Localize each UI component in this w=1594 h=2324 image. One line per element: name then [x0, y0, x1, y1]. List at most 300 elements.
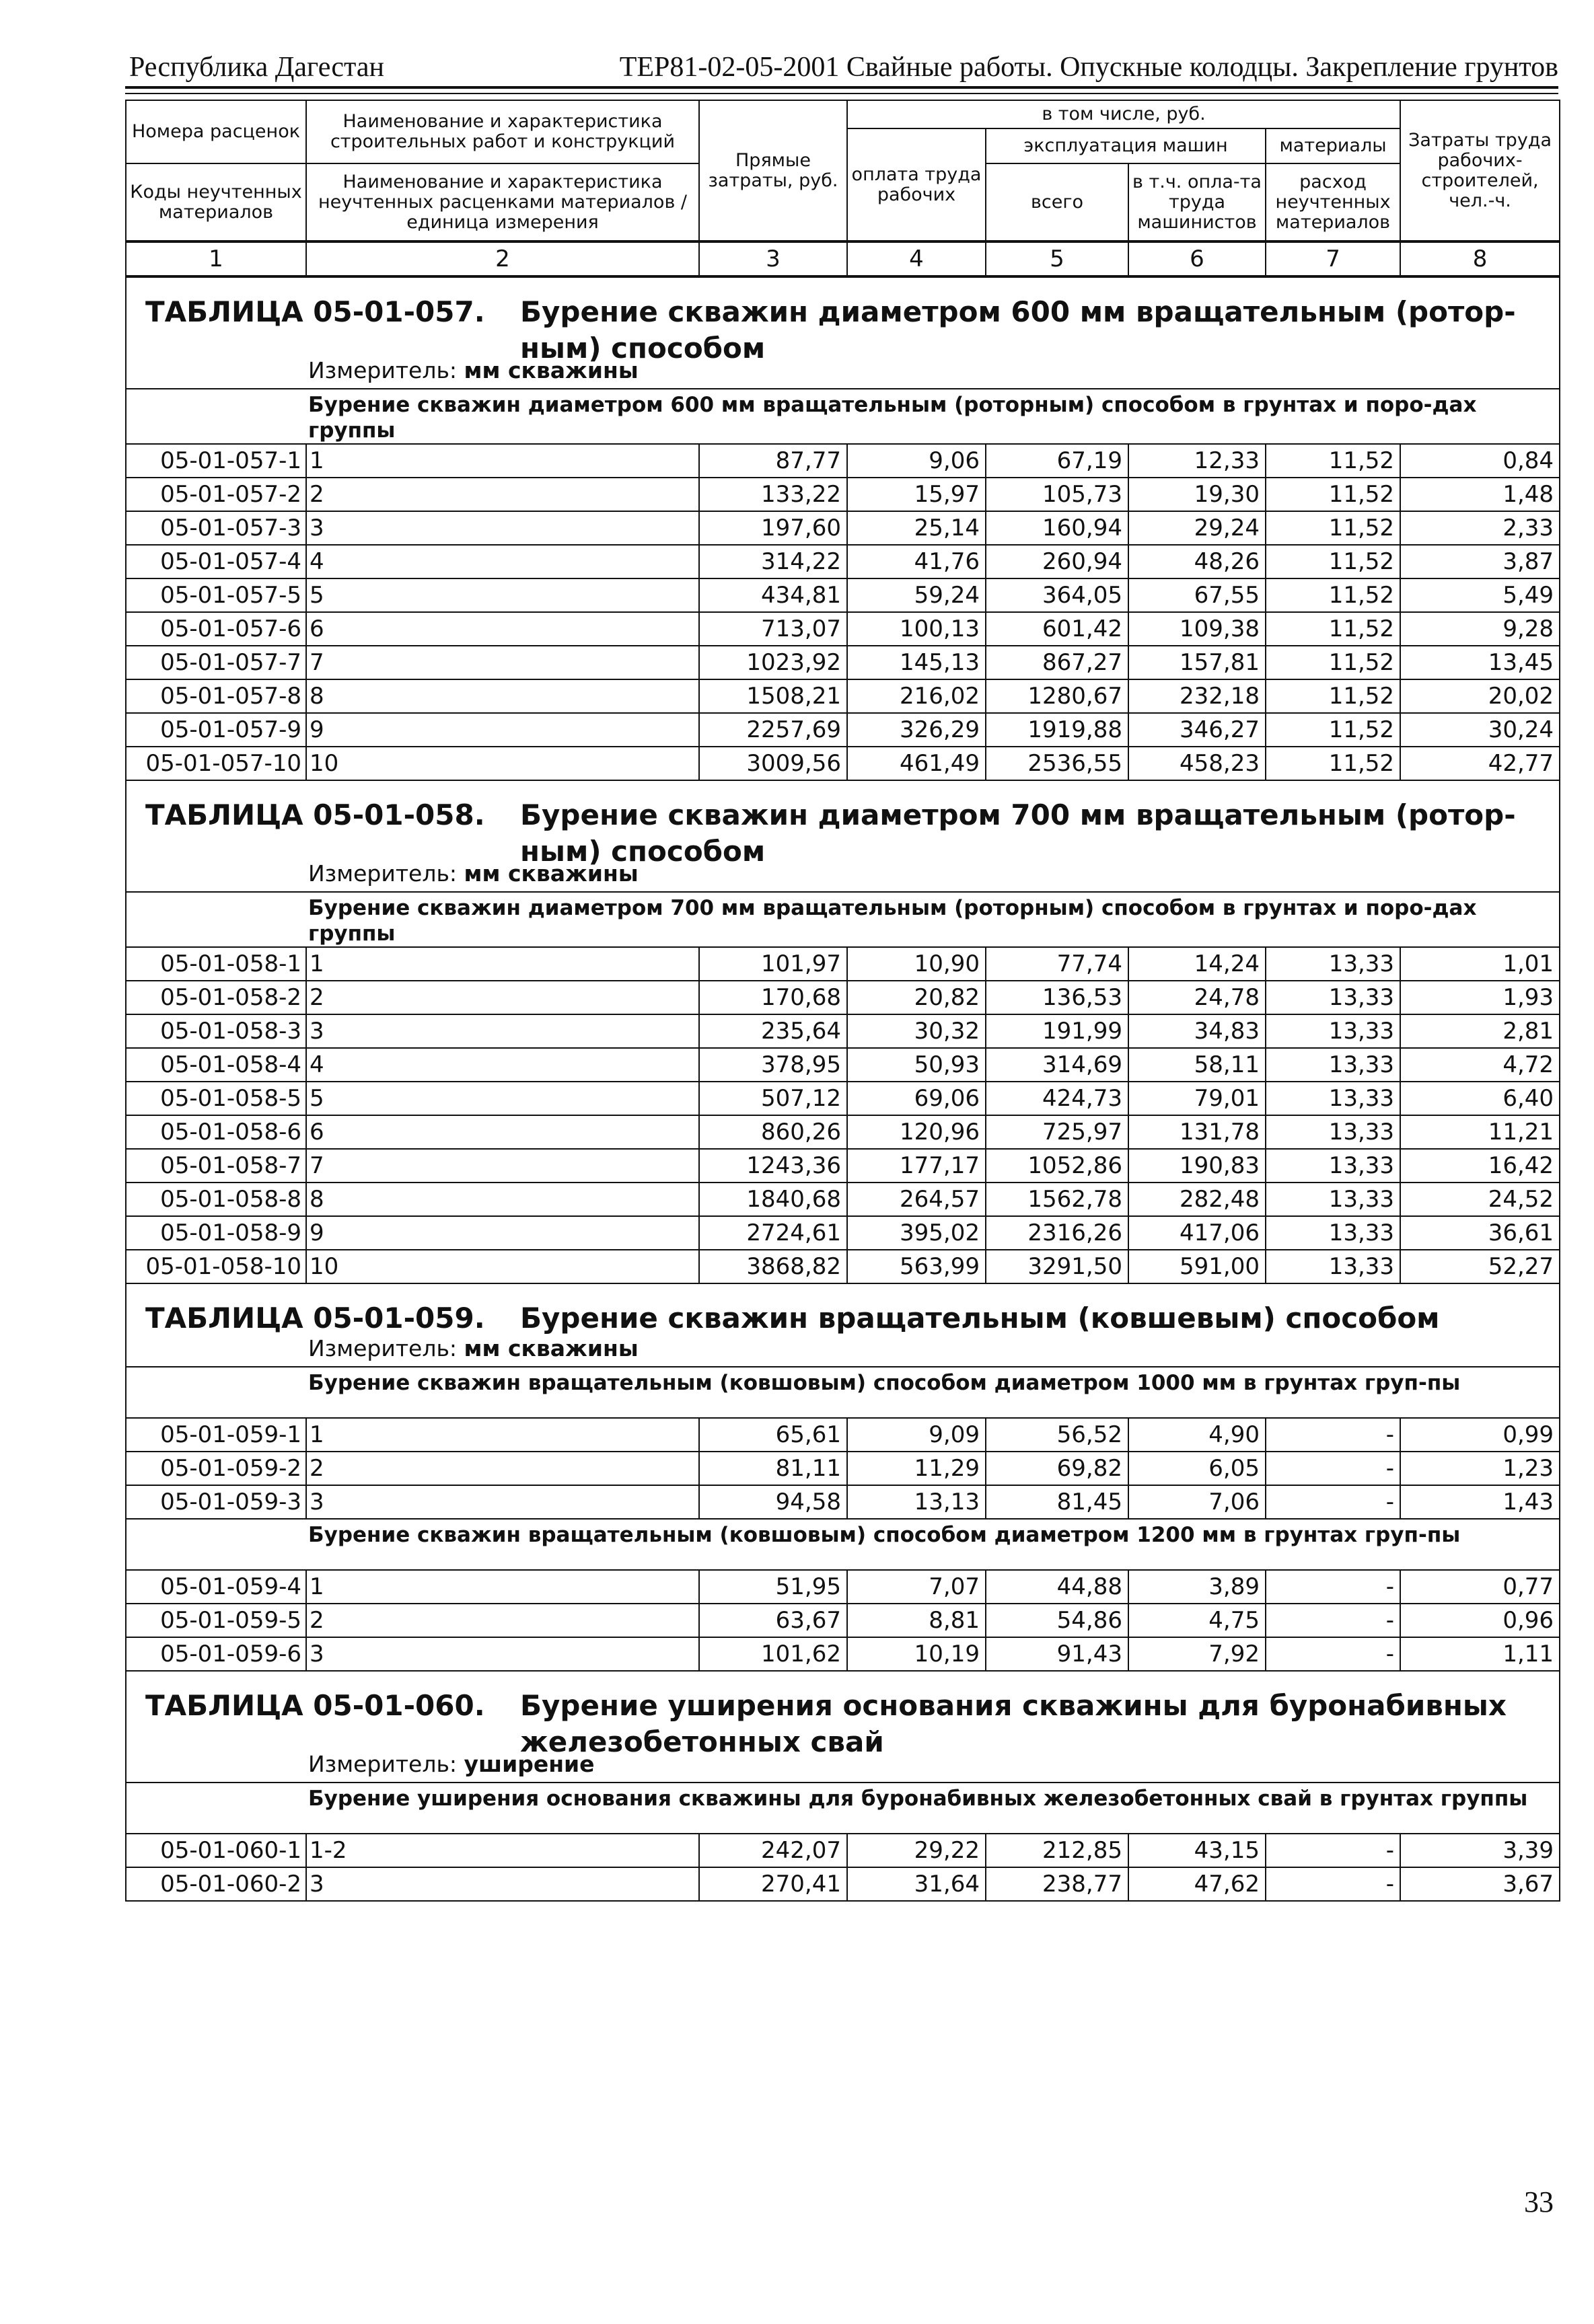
soil-group-cell: 9 — [306, 713, 699, 747]
labor-hours-cell: 5,49 — [1400, 578, 1560, 612]
table-row — [126, 1115, 1560, 1149]
table-row — [126, 1250, 1560, 1283]
table-row — [126, 747, 1560, 780]
machinist-pay-cell: 3,89 — [1128, 1570, 1266, 1604]
machinist-pay-cell: 131,78 — [1128, 1115, 1266, 1149]
labor-hours-cell: 6,40 — [1400, 1082, 1560, 1115]
labor-pay-cell: 120,96 — [847, 1115, 986, 1149]
header-col3: Прямые затраты, руб. — [699, 100, 847, 241]
machines-total-cell: 1562,78 — [986, 1183, 1128, 1216]
measure-line — [308, 860, 639, 887]
rate-code-cell: 05-01-057-7 — [126, 646, 306, 679]
table-row — [126, 1149, 1560, 1183]
measure-label: Измеритель: — [308, 1335, 458, 1361]
header-col6: в т.ч. опла-та труда машинистов — [1128, 163, 1266, 241]
table-row — [126, 1048, 1560, 1082]
column-number: 1 — [126, 241, 306, 276]
machinist-pay-cell: 4,90 — [1128, 1418, 1266, 1452]
header-col4: оплата труда рабочих — [847, 128, 986, 241]
machines-total-cell: 314,69 — [986, 1048, 1128, 1082]
soil-group-cell: 3 — [306, 1485, 699, 1519]
soil-group-cell: 10 — [306, 747, 699, 780]
labor-hours-cell: 0,77 — [1400, 1570, 1560, 1604]
machinist-pay-cell: 417,06 — [1128, 1216, 1266, 1250]
materials-cell: 13,33 — [1266, 1082, 1400, 1115]
measure-line — [308, 357, 639, 384]
direct-costs-cell: 270,41 — [699, 1867, 847, 1901]
materials-cell: 11,52 — [1266, 646, 1400, 679]
header-machines: эксплуатация машин — [986, 128, 1266, 163]
direct-costs-cell: 860,26 — [699, 1115, 847, 1149]
materials-cell: 11,52 — [1266, 679, 1400, 713]
soil-group-cell: 7 — [306, 1149, 699, 1183]
table-row — [126, 1867, 1560, 1901]
rate-code-cell: 05-01-059-2 — [126, 1452, 306, 1485]
group-subheading — [126, 1367, 1560, 1418]
soil-group-cell: 2 — [306, 1452, 699, 1485]
table-row — [126, 1452, 1560, 1485]
direct-costs-cell: 133,22 — [699, 478, 847, 511]
materials-cell: 11,52 — [1266, 478, 1400, 511]
group-subheading — [126, 389, 1560, 444]
rate-code-cell: 05-01-058-4 — [126, 1048, 306, 1082]
labor-hours-cell: 1,93 — [1400, 981, 1560, 1014]
direct-costs-cell: 1023,92 — [699, 646, 847, 679]
soil-group-cell: 3 — [306, 1014, 699, 1048]
rate-code-cell: 05-01-060-1 — [126, 1834, 306, 1867]
direct-costs-cell: 51,95 — [699, 1570, 847, 1604]
machinist-pay-cell: 282,48 — [1128, 1183, 1266, 1216]
running-head-left: Республика Дагестан — [129, 52, 385, 83]
materials-cell: 11,52 — [1266, 713, 1400, 747]
labor-hours-cell: 20,02 — [1400, 679, 1560, 713]
column-number: 7 — [1266, 241, 1400, 276]
running-head-right: ТЕР81-02-05-2001 Свайные работы. Опускные колодцы. Закрепление грунтов — [619, 52, 1558, 83]
rate-code-cell: 05-01-059-1 — [126, 1418, 306, 1452]
soil-group-cell: 8 — [306, 679, 699, 713]
measure-label: Измеритель: — [308, 1751, 458, 1777]
direct-costs-cell: 81,11 — [699, 1452, 847, 1485]
table-row — [126, 1216, 1560, 1250]
rate-code-cell: 05-01-058-5 — [126, 1082, 306, 1115]
soil-group-cell: 1 — [306, 947, 699, 981]
direct-costs-cell: 378,95 — [699, 1048, 847, 1082]
machines-total-cell: 191,99 — [986, 1014, 1128, 1048]
table-row — [126, 545, 1560, 578]
table-row — [126, 1485, 1560, 1519]
labor-pay-cell: 69,06 — [847, 1082, 986, 1115]
direct-costs-cell: 65,61 — [699, 1418, 847, 1452]
labor-hours-cell: 1,01 — [1400, 947, 1560, 981]
materials-cell: 13,33 — [1266, 1149, 1400, 1183]
machinist-pay-cell: 12,33 — [1128, 444, 1266, 478]
measure-value: уширение — [464, 1751, 595, 1777]
machines-total-cell: 1919,88 — [986, 713, 1128, 747]
machinist-pay-cell: 47,62 — [1128, 1867, 1266, 1901]
column-number: 5 — [986, 241, 1128, 276]
direct-costs-cell: 197,60 — [699, 511, 847, 545]
machines-total-cell: 44,88 — [986, 1570, 1128, 1604]
direct-costs-cell: 713,07 — [699, 612, 847, 646]
direct-costs-cell: 507,12 — [699, 1082, 847, 1115]
direct-costs-cell: 3868,82 — [699, 1250, 847, 1283]
labor-hours-cell: 16,42 — [1400, 1149, 1560, 1183]
labor-hours-cell: 24,52 — [1400, 1183, 1560, 1216]
measure-line — [308, 1335, 639, 1362]
machines-total-cell: 238,77 — [986, 1867, 1128, 1901]
materials-cell: 13,33 — [1266, 1048, 1400, 1082]
machinist-pay-cell: 19,30 — [1128, 478, 1266, 511]
rate-code-cell: 05-01-058-8 — [126, 1183, 306, 1216]
machines-total-cell: 3291,50 — [986, 1250, 1128, 1283]
group-subheading-text: Бурение скважин вращательным (ковшовым) способом диаметром 1000 мм в грунтах груп-пы — [308, 1371, 1461, 1395]
materials-cell: - — [1266, 1834, 1400, 1867]
labor-hours-cell: 9,28 — [1400, 612, 1560, 646]
labor-hours-cell: 11,21 — [1400, 1115, 1560, 1149]
soil-group-cell: 7 — [306, 646, 699, 679]
soil-group-cell: 2 — [306, 1604, 699, 1637]
labor-pay-cell: 10,19 — [847, 1637, 986, 1671]
machines-total-cell: 212,85 — [986, 1834, 1128, 1867]
soil-group-cell: 6 — [306, 612, 699, 646]
labor-hours-cell: 1,23 — [1400, 1452, 1560, 1485]
rate-code-cell: 05-01-057-5 — [126, 578, 306, 612]
labor-pay-cell: 177,17 — [847, 1149, 986, 1183]
materials-cell: 11,52 — [1266, 511, 1400, 545]
header-col2-top: Наименование и характеристика строительных работ и конструкций — [306, 100, 699, 163]
table-title: Бурение скважин диаметром 600 мм вращательным (ротор-ным) способом — [520, 295, 1516, 365]
machines-total-cell: 91,43 — [986, 1637, 1128, 1671]
labor-pay-cell: 264,57 — [847, 1183, 986, 1216]
group-subheading-text: Бурение скважин вращательным (ковшовым) способом диаметром 1200 мм в грунтах груп-пы — [308, 1523, 1461, 1547]
column-number: 8 — [1400, 241, 1560, 276]
soil-group-cell: 9 — [306, 1216, 699, 1250]
machines-total-cell: 136,53 — [986, 981, 1128, 1014]
machines-total-cell: 424,73 — [986, 1082, 1128, 1115]
direct-costs-cell: 101,97 — [699, 947, 847, 981]
measure-line — [308, 1751, 595, 1778]
table-row — [126, 713, 1560, 747]
machines-total-cell: 1280,67 — [986, 679, 1128, 713]
table-row — [126, 612, 1560, 646]
machines-total-cell: 1052,86 — [986, 1149, 1128, 1183]
soil-group-cell: 5 — [306, 578, 699, 612]
labor-hours-cell: 0,96 — [1400, 1604, 1560, 1637]
machines-total-cell: 725,97 — [986, 1115, 1128, 1149]
machines-total-cell: 67,19 — [986, 444, 1128, 478]
materials-cell: 11,52 — [1266, 444, 1400, 478]
labor-pay-cell: 461,49 — [847, 747, 986, 780]
materials-cell: 13,33 — [1266, 981, 1400, 1014]
machines-total-cell: 54,86 — [986, 1604, 1128, 1637]
table-row — [126, 646, 1560, 679]
labor-pay-cell: 15,97 — [847, 478, 986, 511]
table-row — [126, 1570, 1560, 1604]
labor-pay-cell: 13,13 — [847, 1485, 986, 1519]
machinist-pay-cell: 14,24 — [1128, 947, 1266, 981]
machines-total-cell: 2316,26 — [986, 1216, 1128, 1250]
machinist-pay-cell: 79,01 — [1128, 1082, 1266, 1115]
labor-pay-cell: 31,64 — [847, 1867, 986, 1901]
column-number: 2 — [306, 241, 699, 276]
labor-pay-cell: 50,93 — [847, 1048, 986, 1082]
header-col1-bottom: Коды неучтенных материалов — [126, 163, 306, 241]
group-subheading-text: Бурение скважин диаметром 700 мм вращательным (роторным) способом в грунтах и поро-дах группы — [308, 896, 1477, 946]
group-subheading — [126, 892, 1560, 947]
labor-pay-cell: 216,02 — [847, 679, 986, 713]
labor-pay-cell: 563,99 — [847, 1250, 986, 1283]
running-head — [129, 48, 1558, 86]
rate-code-cell: 05-01-057-9 — [126, 713, 306, 747]
materials-cell: - — [1266, 1637, 1400, 1671]
machines-total-cell: 56,52 — [986, 1418, 1128, 1452]
labor-hours-cell: 52,27 — [1400, 1250, 1560, 1283]
table-label: ТАБЛИЦА 05-01-059. — [145, 1302, 485, 1335]
machines-total-cell: 867,27 — [986, 646, 1128, 679]
table-row — [126, 578, 1560, 612]
soil-group-cell: 2 — [306, 478, 699, 511]
machinist-pay-cell: 157,81 — [1128, 646, 1266, 679]
labor-hours-cell: 13,45 — [1400, 646, 1560, 679]
machines-total-cell: 160,94 — [986, 511, 1128, 545]
column-number: 3 — [699, 241, 847, 276]
machines-total-cell: 77,74 — [986, 947, 1128, 981]
machinist-pay-cell: 232,18 — [1128, 679, 1266, 713]
soil-group-cell: 6 — [306, 1115, 699, 1149]
direct-costs-cell: 1243,36 — [699, 1149, 847, 1183]
materials-cell: 13,33 — [1266, 947, 1400, 981]
soil-group-cell: 1-2 — [306, 1834, 699, 1867]
soil-group-cell: 5 — [306, 1082, 699, 1115]
soil-group-cell: 4 — [306, 1048, 699, 1082]
group-subheading — [126, 1783, 1560, 1834]
labor-pay-cell: 30,32 — [847, 1014, 986, 1048]
rates-table-body — [126, 241, 1560, 1901]
rates-table — [125, 100, 1560, 1902]
table-row — [126, 511, 1560, 545]
header-col7: расход неучтенных материалов — [1266, 163, 1400, 241]
machines-total-cell: 69,82 — [986, 1452, 1128, 1485]
soil-group-cell: 2 — [306, 981, 699, 1014]
column-number: 6 — [1128, 241, 1266, 276]
machinist-pay-cell: 43,15 — [1128, 1834, 1266, 1867]
machinist-pay-cell: 591,00 — [1128, 1250, 1266, 1283]
measure-value: мм скважины — [464, 357, 639, 383]
soil-group-cell: 8 — [306, 1183, 699, 1216]
labor-pay-cell: 145,13 — [847, 646, 986, 679]
direct-costs-cell: 87,77 — [699, 444, 847, 478]
soil-group-cell: 3 — [306, 1637, 699, 1671]
rate-code-cell: 05-01-059-3 — [126, 1485, 306, 1519]
materials-cell: 11,52 — [1266, 545, 1400, 578]
machinist-pay-cell: 7,92 — [1128, 1637, 1266, 1671]
labor-hours-cell: 3,87 — [1400, 545, 1560, 578]
rate-code-cell: 05-01-057-6 — [126, 612, 306, 646]
labor-pay-cell: 326,29 — [847, 713, 986, 747]
labor-hours-cell: 4,72 — [1400, 1048, 1560, 1082]
direct-costs-cell: 63,67 — [699, 1604, 847, 1637]
rate-code-cell: 05-01-057-10 — [126, 747, 306, 780]
soil-group-cell: 3 — [306, 1867, 699, 1901]
machinist-pay-cell: 29,24 — [1128, 511, 1266, 545]
rate-code-cell: 05-01-058-9 — [126, 1216, 306, 1250]
labor-hours-cell: 1,48 — [1400, 478, 1560, 511]
soil-group-cell: 3 — [306, 511, 699, 545]
table-title: Бурение уширения основания скважины для буронабивных железобетонных свай — [520, 1689, 1507, 1758]
table-label: ТАБЛИЦА 05-01-060. — [145, 1689, 485, 1722]
direct-costs-cell: 94,58 — [699, 1485, 847, 1519]
header-col8: Затраты труда рабочих-строителей, чел.-ч. — [1400, 100, 1560, 241]
machinist-pay-cell: 7,06 — [1128, 1485, 1266, 1519]
column-numbers-row — [126, 241, 1560, 276]
materials-cell: - — [1266, 1867, 1400, 1901]
labor-pay-cell: 10,90 — [847, 947, 986, 981]
rate-code-cell: 05-01-060-2 — [126, 1867, 306, 1901]
labor-hours-cell: 3,67 — [1400, 1867, 1560, 1901]
machinist-pay-cell: 4,75 — [1128, 1604, 1266, 1637]
page-number: 33 — [1524, 2185, 1554, 2218]
labor-pay-cell: 29,22 — [847, 1834, 986, 1867]
table-row — [126, 1604, 1560, 1637]
materials-cell: - — [1266, 1570, 1400, 1604]
materials-cell: 13,33 — [1266, 1115, 1400, 1149]
direct-costs-cell: 235,64 — [699, 1014, 847, 1048]
labor-pay-cell: 7,07 — [847, 1570, 986, 1604]
machinist-pay-cell: 190,83 — [1128, 1149, 1266, 1183]
materials-cell: - — [1266, 1418, 1400, 1452]
table-row — [126, 1183, 1560, 1216]
header-col1-top: Номера расценок — [126, 100, 306, 163]
labor-pay-cell: 8,81 — [847, 1604, 986, 1637]
labor-pay-cell: 11,29 — [847, 1452, 986, 1485]
materials-cell: 13,33 — [1266, 1250, 1400, 1283]
labor-hours-cell: 0,99 — [1400, 1418, 1560, 1452]
direct-costs-cell: 3009,56 — [699, 747, 847, 780]
measure-label: Измеритель: — [308, 357, 458, 383]
machines-total-cell: 105,73 — [986, 478, 1128, 511]
measure-label: Измеритель: — [308, 860, 458, 887]
rate-code-cell: 05-01-057-8 — [126, 679, 306, 713]
machinist-pay-cell: 346,27 — [1128, 713, 1266, 747]
table-title: Бурение скважин диаметром 700 мм вращательным (ротор-ным) способом — [520, 798, 1516, 868]
materials-cell: 13,33 — [1266, 1216, 1400, 1250]
measure-value: мм скважины — [464, 860, 639, 887]
table-section-heading — [126, 1283, 1560, 1367]
group-subheading-text: Бурение скважин диаметром 600 мм вращательным (роторным) способом в грунтах и поро-дах группы — [308, 393, 1477, 443]
labor-hours-cell: 1,11 — [1400, 1637, 1560, 1671]
soil-group-cell: 1 — [306, 1570, 699, 1604]
labor-hours-cell: 1,43 — [1400, 1485, 1560, 1519]
table-row — [126, 1014, 1560, 1048]
soil-group-cell: 1 — [306, 444, 699, 478]
group-subheading — [126, 1519, 1560, 1570]
labor-hours-cell: 36,61 — [1400, 1216, 1560, 1250]
machines-total-cell: 81,45 — [986, 1485, 1128, 1519]
table-row — [126, 1834, 1560, 1867]
rate-code-cell: 05-01-058-2 — [126, 981, 306, 1014]
direct-costs-cell: 101,62 — [699, 1637, 847, 1671]
machinist-pay-cell: 34,83 — [1128, 1014, 1266, 1048]
rate-code-cell: 05-01-057-4 — [126, 545, 306, 578]
table-row — [126, 478, 1560, 511]
machinist-pay-cell: 458,23 — [1128, 747, 1266, 780]
rate-code-cell: 05-01-057-1 — [126, 444, 306, 478]
header-incl: в том числе, руб. — [847, 100, 1400, 128]
materials-cell: - — [1266, 1452, 1400, 1485]
header-rule-thin — [125, 93, 1558, 94]
group-subheading-text: Бурение уширения основания скважины для буронабивных железобетонных свай в грунтах группы — [308, 1787, 1528, 1811]
materials-cell: 13,33 — [1266, 1014, 1400, 1048]
direct-costs-cell: 2257,69 — [699, 713, 847, 747]
labor-hours-cell: 2,33 — [1400, 511, 1560, 545]
materials-cell: 13,33 — [1266, 1183, 1400, 1216]
direct-costs-cell: 1840,68 — [699, 1183, 847, 1216]
machinist-pay-cell: 58,11 — [1128, 1048, 1266, 1082]
soil-group-cell: 1 — [306, 1418, 699, 1452]
labor-pay-cell: 100,13 — [847, 612, 986, 646]
soil-group-cell: 10 — [306, 1250, 699, 1283]
table-section-heading — [126, 780, 1560, 892]
header-col2-bottom: Наименование и характеристика неучтенных расценками материалов / единица измерения — [306, 163, 699, 241]
table-row — [126, 444, 1560, 478]
table-row — [126, 679, 1560, 713]
table-row — [126, 947, 1560, 981]
soil-group-cell: 4 — [306, 545, 699, 578]
rate-code-cell: 05-01-058-1 — [126, 947, 306, 981]
rate-code-cell: 05-01-057-2 — [126, 478, 306, 511]
labor-hours-cell: 3,39 — [1400, 1834, 1560, 1867]
machinist-pay-cell: 67,55 — [1128, 578, 1266, 612]
machines-total-cell: 364,05 — [986, 578, 1128, 612]
header-rule — [125, 86, 1558, 89]
table-section-heading — [126, 276, 1560, 389]
labor-hours-cell: 30,24 — [1400, 713, 1560, 747]
machinist-pay-cell: 109,38 — [1128, 612, 1266, 646]
table-row — [126, 981, 1560, 1014]
materials-cell: 11,52 — [1266, 612, 1400, 646]
machinist-pay-cell: 48,26 — [1128, 545, 1266, 578]
direct-costs-cell: 1508,21 — [699, 679, 847, 713]
table-row — [126, 1082, 1560, 1115]
rate-code-cell: 05-01-058-10 — [126, 1250, 306, 1283]
direct-costs-cell: 170,68 — [699, 981, 847, 1014]
rate-code-cell: 05-01-058-7 — [126, 1149, 306, 1183]
labor-pay-cell: 395,02 — [847, 1216, 986, 1250]
table-section-heading — [126, 1671, 1560, 1783]
machinist-pay-cell: 6,05 — [1128, 1452, 1266, 1485]
materials-cell: 11,52 — [1266, 747, 1400, 780]
machines-total-cell: 260,94 — [986, 545, 1128, 578]
rate-code-cell: 05-01-059-4 — [126, 1570, 306, 1604]
materials-cell: - — [1266, 1485, 1400, 1519]
rate-code-cell: 05-01-059-5 — [126, 1604, 306, 1637]
machines-total-cell: 2536,55 — [986, 747, 1128, 780]
table-title: Бурение скважин вращательным (ковшевым) способом — [520, 1302, 1440, 1335]
materials-cell: - — [1266, 1604, 1400, 1637]
table-label: ТАБЛИЦА 05-01-057. — [145, 295, 485, 328]
rate-code-cell: 05-01-057-3 — [126, 511, 306, 545]
machinist-pay-cell: 24,78 — [1128, 981, 1266, 1014]
table-row — [126, 1418, 1560, 1452]
rate-code-cell: 05-01-058-3 — [126, 1014, 306, 1048]
table-row — [126, 1637, 1560, 1671]
labor-pay-cell: 59,24 — [847, 578, 986, 612]
labor-pay-cell: 20,82 — [847, 981, 986, 1014]
labor-hours-cell: 42,77 — [1400, 747, 1560, 780]
direct-costs-cell: 2724,61 — [699, 1216, 847, 1250]
measure-value: мм скважины — [464, 1335, 639, 1361]
materials-cell: 11,52 — [1266, 578, 1400, 612]
